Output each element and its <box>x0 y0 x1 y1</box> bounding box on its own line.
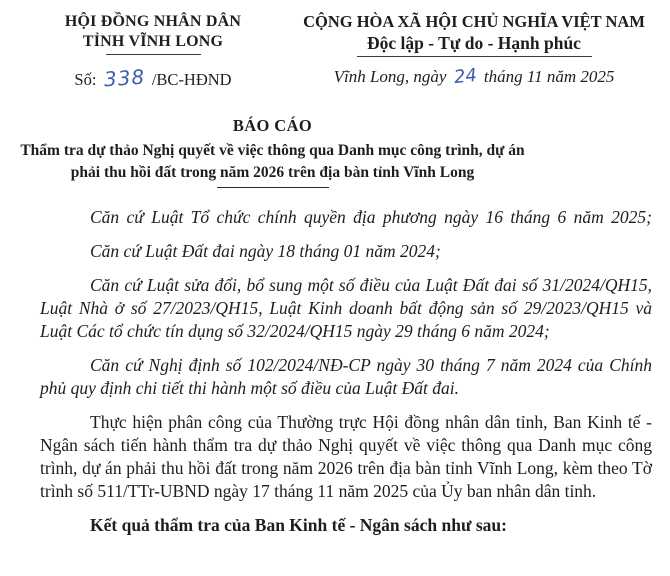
national-motto-rule <box>357 56 592 57</box>
document-number-suffix: /BC-HĐND <box>151 70 232 89</box>
legal-basis-paragraph: Căn cứ Luật sửa đổi, bổ sung một số điều của Luật Đất đai số 31/2024/QH15, Luật Nhà ở số 27/2023/QH15, Luật Kinh doanh bất động sản số 29/2023/QH15 và Luật Các tổ chức tín dụng số 32/2024/QH15 ngày 29 tháng 6 năm 2024; <box>40 275 652 341</box>
closing-line: Kết quả thẩm tra của Ban Kinh tế - Ngân sách như sau: <box>90 515 507 535</box>
place-date-suffix: tháng 11 năm 2025 <box>483 67 615 86</box>
place-date-line <box>278 64 670 89</box>
legal-basis-paragraph: Căn cứ Luật Đất đai ngày 18 tháng 01 năm 2024; <box>90 241 441 261</box>
national-title-line: CỘNG HÒA XÃ HỘI CHỦ NGHĨA VIỆT NAM <box>303 12 645 31</box>
document-subject-title <box>0 140 545 184</box>
document-subject-line1: Thẩm tra dự thảo Nghị quyết về việc thông qua Danh mục công trình, dự án <box>20 142 525 159</box>
body-paragraph: Thực hiện phân công của Thường trực Hội đồng nhân dân tỉnh, Ban Kinh tế - Ngân sách tiến hành thẩm tra dự thảo Nghị quyết về việc thông qua Danh mục công trình, dự án phải thu hồi đất trong năm 2026 trên địa bàn tỉnh Vĩnh Long, kèm theo Tờ trình số 511/TTr-UBND ngày 17 tháng 11 năm 2025 của Ủy ban nhân dân tỉnh. <box>40 412 652 501</box>
national-motto-block <box>278 12 670 87</box>
issuing-authority-line1: HỘI ĐỒNG NHÂN DÂN <box>64 13 242 30</box>
issuing-authority-rule <box>106 54 201 55</box>
legal-basis-paragraph: Căn cứ Luật Tổ chức chính quyền địa phương ngày 16 tháng 6 năm 2025; <box>90 207 652 227</box>
place-date-prefix: Vĩnh Long, ngày <box>333 67 447 86</box>
legal-basis-paragraph: Căn cứ Nghị định số 102/2024/NĐ-CP ngày 30 tháng 7 năm 2024 của Chính phủ quy định chi tiết thi hành một số điều của Luật Đất đai. <box>40 355 652 398</box>
document-number-line <box>28 64 278 92</box>
date-day-handwritten: 24 <box>452 64 478 89</box>
document-header <box>0 12 670 90</box>
document-number-handwritten: 338 <box>102 64 146 92</box>
document-subject-line2: phải thu hồi đất trong năm 2026 trên địa bàn tỉnh Vĩnh Long <box>70 164 475 181</box>
title-divider-rule <box>217 187 329 188</box>
document-title-block <box>0 115 545 188</box>
document-number-prefix: Số: <box>74 70 97 89</box>
issuing-authority-line2: TỈNH VĨNH LONG <box>82 33 224 50</box>
document-body <box>40 206 652 537</box>
national-motto-line: Độc lập - Tự do - Hạnh phúc <box>367 33 581 53</box>
issuing-authority-block <box>28 12 278 90</box>
document-kind-title: BÁO CÁO <box>232 116 313 135</box>
